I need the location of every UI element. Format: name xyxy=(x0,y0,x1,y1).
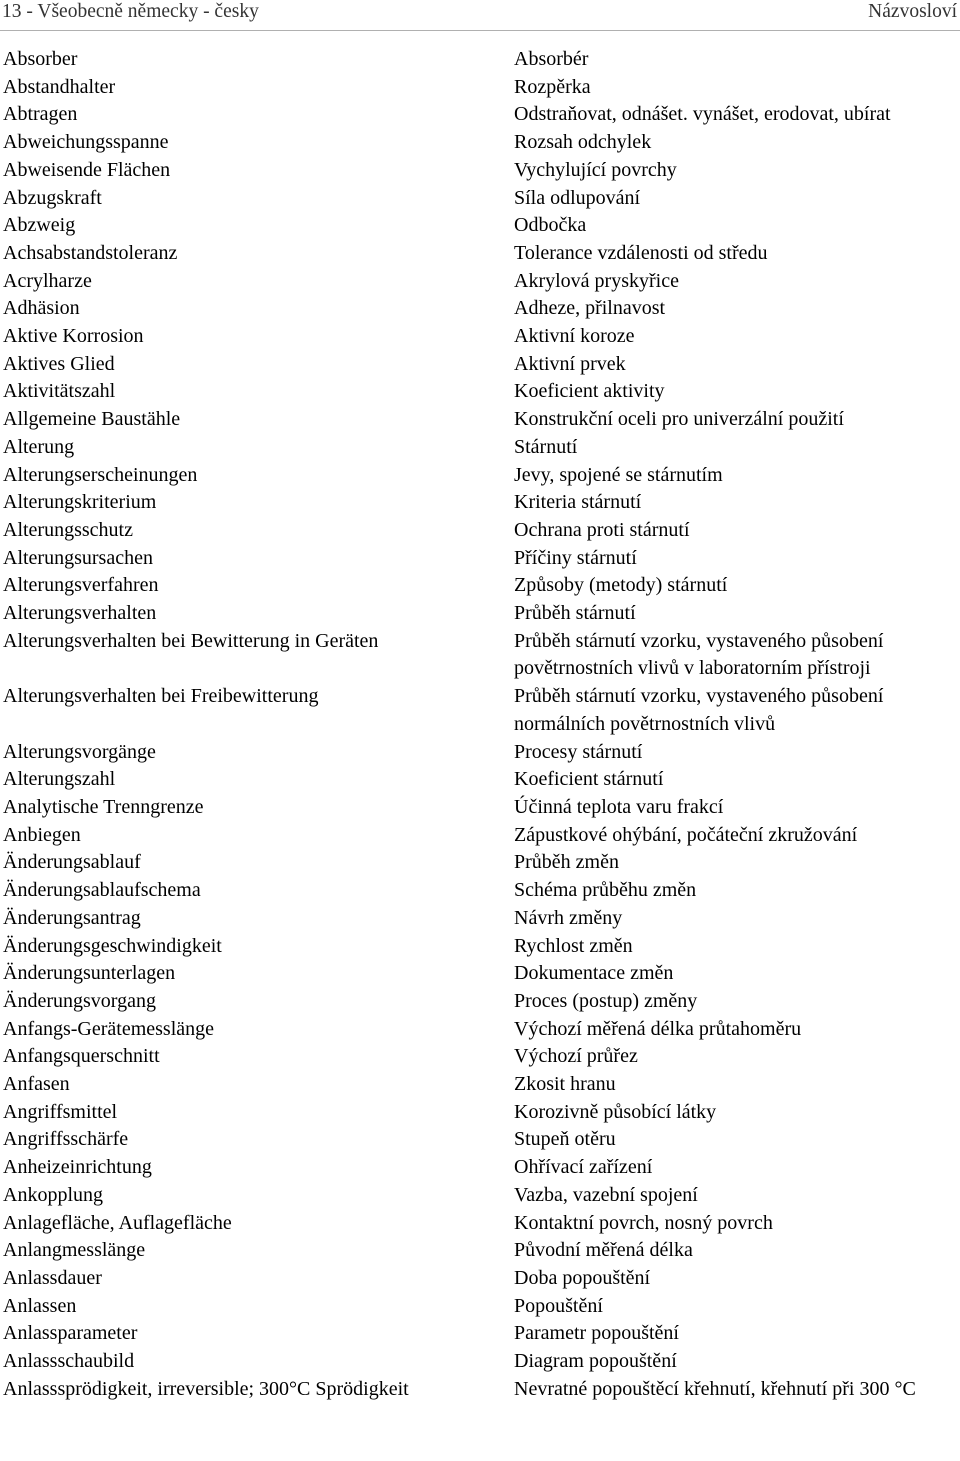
czech-term: Diagram popouštění xyxy=(514,1350,677,1373)
glossary-row xyxy=(0,1348,960,1376)
german-term: Alterungsverfahren xyxy=(3,574,159,597)
german-term: Anheizeinrichtung xyxy=(3,1156,152,1179)
czech-term: Kriteria stárnutí xyxy=(514,491,642,514)
german-term: Alterungsschutz xyxy=(3,518,133,541)
czech-term: Popouštění xyxy=(514,1294,603,1317)
german-term: Abzugskraft xyxy=(3,186,102,209)
german-term: Alterungsursachen xyxy=(3,546,153,569)
czech-term: Odbočka xyxy=(514,214,587,237)
glossary-table xyxy=(0,46,960,1403)
glossary-row xyxy=(0,157,960,185)
german-term: Alterungsverhalten xyxy=(3,602,157,625)
czech-term: Rychlost změn xyxy=(514,934,633,957)
glossary-row xyxy=(0,1126,960,1154)
german-term: Achsabstandstoleranz xyxy=(3,241,178,264)
german-term: Alterungsverhalten bei Freibewitterung xyxy=(3,685,319,708)
glossary-row xyxy=(0,933,960,961)
german-term: Änderungsantrag xyxy=(3,906,141,929)
czech-term: Ochrana proti stárnutí xyxy=(514,518,690,541)
german-term: Anlassparameter xyxy=(3,1322,138,1345)
glossary-row xyxy=(0,268,960,296)
glossary-row xyxy=(0,1237,960,1265)
czech-term: Kontaktní povrch, nosný povrch xyxy=(514,1211,773,1234)
glossary-row xyxy=(0,212,960,240)
czech-term: Koeficient aktivity xyxy=(514,380,665,403)
glossary-row xyxy=(0,794,960,822)
czech-term: Korozivně působící látky xyxy=(514,1100,717,1123)
german-term: Alterungskriterium xyxy=(3,491,157,514)
glossary-row xyxy=(0,74,960,102)
glossary-row xyxy=(0,1043,960,1071)
czech-term: Jevy, spojené se stárnutím xyxy=(514,463,723,486)
german-term: Analytische Trenngrenze xyxy=(3,795,204,818)
german-term: Änderungsablaufschema xyxy=(3,879,201,902)
glossary-row xyxy=(0,822,960,850)
glossary-row xyxy=(0,406,960,434)
german-term: Aktives Glied xyxy=(3,352,115,375)
czech-term: Zkosit hranu xyxy=(514,1073,616,1096)
german-term: Änderungsgeschwindigkeit xyxy=(3,934,222,957)
czech-term: Rozsah odchylek xyxy=(514,131,652,154)
czech-term: Síla odlupování xyxy=(514,186,641,209)
glossary-row xyxy=(0,1071,960,1099)
glossary-row xyxy=(0,517,960,545)
german-term: Alterungsvorgänge xyxy=(3,740,156,763)
german-term: Alterungszahl xyxy=(3,768,116,791)
glossary-row xyxy=(0,1210,960,1238)
czech-term: Způsoby (metody) stárnutí xyxy=(514,574,728,597)
czech-term: Stárnutí xyxy=(514,435,578,458)
czech-term: Rozpěrka xyxy=(514,75,591,98)
german-term: Anfasen xyxy=(3,1073,70,1096)
czech-term: Parametr popouštění xyxy=(514,1322,679,1345)
czech-term: Doba popouštění xyxy=(514,1266,651,1289)
glossary-row xyxy=(0,323,960,351)
czech-term: Původní měřená délka xyxy=(514,1239,693,1262)
german-term: Alterung xyxy=(3,435,75,458)
german-term: Änderungsunterlagen xyxy=(3,962,176,985)
czech-term: Průběh stárnutí vzorku, vystaveného působení povětrnostních vlivů v laboratorním přístroji xyxy=(514,629,884,680)
german-term: Allgemeine Baustähle xyxy=(3,408,181,431)
page-header xyxy=(2,0,957,26)
czech-term: Průběh změn xyxy=(514,851,619,874)
glossary-row xyxy=(0,185,960,213)
glossary-row xyxy=(0,545,960,573)
german-term: Abweisende Flächen xyxy=(3,158,171,181)
czech-term: Aktivní koroze xyxy=(514,325,635,348)
glossary-row xyxy=(0,1320,960,1348)
glossary-row xyxy=(0,600,960,628)
german-term: Angriffsmittel xyxy=(3,1100,118,1123)
czech-term: Vychylující povrchy xyxy=(514,158,677,181)
german-term: Alterungserscheinungen xyxy=(3,463,198,486)
czech-term: Příčiny stárnutí xyxy=(514,546,637,569)
czech-term: Aktivní prvek xyxy=(514,352,626,375)
german-term: Abzweig xyxy=(3,214,76,237)
header-divider xyxy=(0,30,960,31)
czech-term: Výchozí průřez xyxy=(514,1045,638,1068)
czech-term: Zápustkové ohýbání, počáteční zkružování xyxy=(514,823,858,846)
glossary-row xyxy=(0,489,960,517)
glossary-row xyxy=(0,683,960,738)
glossary-row xyxy=(0,1154,960,1182)
german-term: Angriffsschärfe xyxy=(3,1128,129,1151)
german-term: Anbiegen xyxy=(3,823,81,846)
glossary-row xyxy=(0,46,960,74)
glossary-row xyxy=(0,1016,960,1044)
czech-term: Konstrukční oceli pro univerzální použití xyxy=(514,408,844,431)
glossary-row xyxy=(0,351,960,379)
german-term: Anlassen xyxy=(3,1294,77,1317)
glossary-row xyxy=(0,434,960,462)
czech-term: Účinná teplota varu frakcí xyxy=(514,795,724,818)
glossary-row xyxy=(0,462,960,490)
german-term: Anfangsquerschnitt xyxy=(3,1045,160,1068)
czech-term: Návrh změny xyxy=(514,906,623,929)
czech-term: Ohřívací zařízení xyxy=(514,1156,653,1179)
glossary-row xyxy=(0,766,960,794)
czech-term: Schéma průběhu změn xyxy=(514,879,697,902)
glossary-row xyxy=(0,378,960,406)
glossary-row xyxy=(0,240,960,268)
glossary-row xyxy=(0,1376,960,1404)
glossary-row xyxy=(0,1099,960,1127)
glossary-row xyxy=(0,1182,960,1210)
german-term: Aktivitätszahl xyxy=(3,380,116,403)
german-term: Adhäsion xyxy=(3,297,80,320)
german-term: Anlagefläche, Auflagefläche xyxy=(3,1211,232,1234)
glossary-row xyxy=(0,988,960,1016)
german-term: Abstandhalter xyxy=(3,75,116,98)
glossary-row xyxy=(0,572,960,600)
german-term: Abweichungsspanne xyxy=(3,131,169,154)
czech-term: Procesy stárnutí xyxy=(514,740,643,763)
glossary-row xyxy=(0,129,960,157)
czech-term: Koeficient stárnutí xyxy=(514,768,664,791)
german-term: Aktive Korrosion xyxy=(3,325,144,348)
czech-term: Průběh stárnutí xyxy=(514,602,636,625)
german-term: Änderungsvorgang xyxy=(3,989,156,1012)
german-term: Anlassdauer xyxy=(3,1266,102,1289)
glossary-row xyxy=(0,877,960,905)
german-term: Absorber xyxy=(3,48,78,70)
czech-term: Výchozí měřená délka průtahoměru xyxy=(514,1017,802,1040)
german-term: Abtragen xyxy=(3,103,78,126)
header-section: Názvosloví xyxy=(868,1,957,22)
czech-term: Průběh stárnutí vzorku, vystaveného působení normálních povětrnostních vlivů xyxy=(514,685,884,735)
german-term: Acrylharze xyxy=(3,269,92,292)
german-term: Anlasssprödigkeit, irreversible; 300°C Sprödigkeit xyxy=(3,1377,409,1400)
german-term: Alterungsverhalten bei Bewitterung in Geräten xyxy=(3,629,379,652)
glossary-row xyxy=(0,849,960,877)
czech-term: Stupeň otěru xyxy=(514,1128,616,1151)
czech-term: Dokumentace změn xyxy=(514,962,674,985)
glossary-row xyxy=(0,101,960,129)
glossary-row xyxy=(0,960,960,988)
german-term: Anlangmesslänge xyxy=(3,1239,146,1262)
glossary-row xyxy=(0,1265,960,1293)
glossary-row xyxy=(0,295,960,323)
czech-term: Tolerance vzdálenosti od středu xyxy=(514,241,768,264)
czech-term: Vazba, vazební spojení xyxy=(514,1183,698,1206)
glossary-row xyxy=(0,905,960,933)
czech-term: Nevratné popouštěcí křehnutí, křehnutí při 300 °C xyxy=(514,1377,916,1400)
glossary-row xyxy=(0,628,960,683)
czech-term: Akrylová pryskyřice xyxy=(514,269,679,292)
czech-term: Odstraňovat, odnášet. vynášet, erodovat, ubírat xyxy=(514,103,891,126)
czech-term: Proces (postup) změny xyxy=(514,989,698,1012)
german-term: Ankopplung xyxy=(3,1183,103,1206)
czech-term: Absorbér xyxy=(514,48,589,70)
german-term: Anfangs-Gerätemesslänge xyxy=(3,1017,215,1040)
glossary-row xyxy=(0,739,960,767)
glossary-row xyxy=(0,1293,960,1321)
czech-term: Adheze, přilnavost xyxy=(514,297,666,320)
german-term: Anlassschaubild xyxy=(3,1350,135,1373)
header-title: 13 - Všeobecně německy - česky xyxy=(2,1,259,22)
german-term: Änderungsablauf xyxy=(3,851,141,874)
